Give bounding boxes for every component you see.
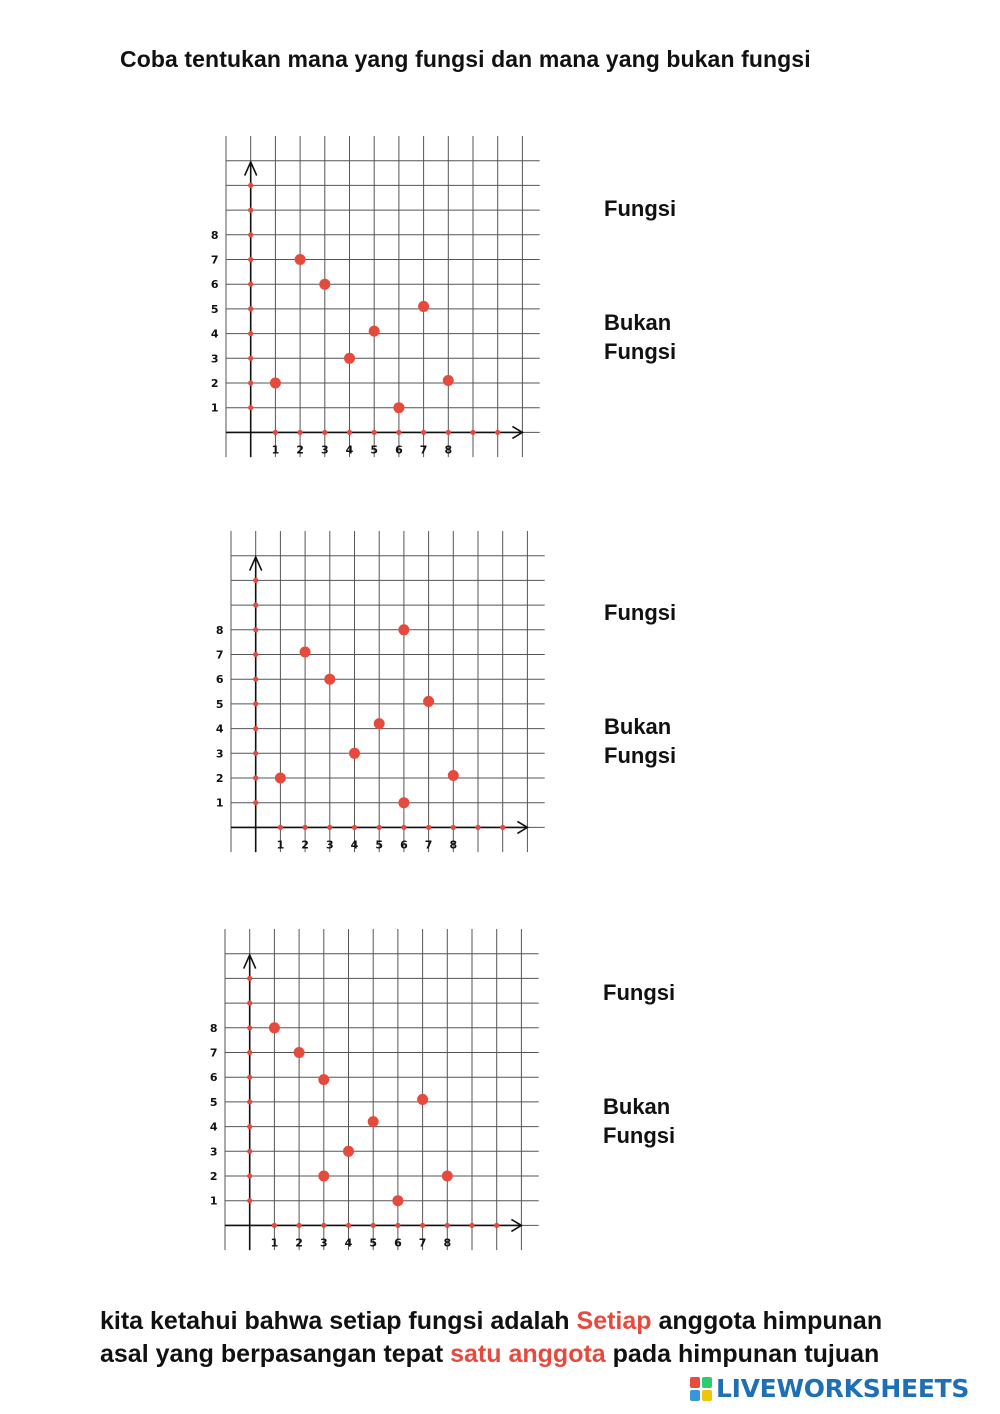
y-axis-tick-dot	[248, 306, 253, 311]
data-point	[443, 375, 454, 386]
data-point	[319, 279, 330, 290]
data-point	[398, 797, 409, 808]
y-tick-label: 5	[215, 697, 224, 711]
y-axis-tick-dot	[253, 800, 258, 805]
y-axis-tick-dot	[253, 775, 258, 780]
y-axis-tick-dot	[247, 1001, 252, 1006]
logo-square-1	[690, 1377, 700, 1388]
footer-text-1: kita ketahui bahwa setiap fungsi adalah	[100, 1307, 577, 1335]
data-point	[417, 1094, 428, 1105]
x-axis-tick-dot	[470, 430, 475, 435]
data-point	[393, 402, 404, 413]
y-axis-tick-dot	[248, 331, 253, 336]
option-bukan-fungsi-3[interactable]	[603, 1092, 675, 1150]
x-tick-label: 4	[345, 443, 354, 457]
data-point	[294, 1047, 305, 1058]
y-tick-label: 2	[215, 772, 224, 785]
x-axis-tick-dot	[372, 430, 377, 435]
x-tick-label: 2	[296, 443, 304, 457]
data-point	[442, 1171, 453, 1182]
data-point	[448, 770, 459, 781]
x-tick-label: 4	[350, 838, 359, 852]
footer-definition	[100, 1305, 920, 1371]
plot-1-svg	[196, 132, 546, 467]
logo-square-2	[702, 1377, 712, 1388]
x-tick-label: 5	[375, 838, 384, 852]
option-bukan-fungsi-3-word1: Bukan	[603, 1094, 671, 1119]
x-tick-label: 5	[369, 1236, 378, 1250]
y-axis-tick-dot	[247, 1099, 252, 1104]
x-tick-label: 2	[295, 1236, 303, 1250]
y-axis-tick-dot	[253, 627, 258, 632]
footer-text-3: pada himpunan tujuan	[605, 1340, 880, 1368]
y-axis-tick-dot	[248, 356, 253, 361]
x-tick-label: 5	[370, 443, 379, 457]
x-tick-label: 6	[394, 1236, 402, 1250]
data-point	[300, 647, 311, 658]
plot-3	[195, 925, 545, 1260]
logo-square-4	[702, 1390, 712, 1401]
y-axis-tick-dot	[247, 1075, 252, 1080]
x-tick-label: 3	[319, 1236, 328, 1250]
x-axis-tick-dot	[426, 825, 431, 830]
data-point	[392, 1195, 403, 1206]
y-axis-tick-dot	[247, 1198, 252, 1203]
x-tick-label: 7	[419, 443, 428, 457]
footer-highlight-satu-anggota: satu anggota	[450, 1340, 606, 1368]
x-axis-tick-dot	[321, 1223, 326, 1228]
x-tick-label: 1	[270, 1236, 279, 1250]
x-tick-label: 7	[418, 1236, 427, 1250]
x-axis-tick-dot	[420, 1223, 425, 1228]
x-tick-label: 8	[449, 838, 458, 852]
x-axis-tick-dot	[322, 430, 327, 435]
x-axis-tick-dot	[371, 1223, 376, 1228]
x-axis-tick-dot	[352, 825, 357, 830]
y-axis-tick-dot	[253, 677, 258, 682]
x-axis-tick-dot	[278, 825, 283, 830]
y-tick-label: 4	[215, 722, 224, 736]
y-tick-label: 4	[209, 1120, 218, 1134]
liveworksheets-logo-icon	[690, 1377, 712, 1401]
x-tick-label: 8	[443, 1236, 452, 1250]
data-point	[418, 301, 429, 312]
x-axis-tick-dot	[469, 1223, 474, 1228]
data-point	[324, 674, 335, 685]
x-tick-label: 1	[276, 838, 285, 852]
data-point	[368, 1116, 379, 1127]
y-axis-tick-dot	[253, 701, 258, 706]
y-tick-label: 1	[210, 401, 219, 415]
x-axis-tick-dot	[395, 1223, 400, 1228]
y-tick-label: 8	[209, 1021, 218, 1035]
x-axis-tick-dot	[401, 825, 406, 830]
option-bukan-fungsi-2-word2: Fungsi	[604, 743, 677, 768]
x-tick-label: 3	[320, 443, 329, 457]
y-axis-tick-dot	[253, 603, 258, 608]
x-tick-label: 3	[325, 838, 334, 852]
option-bukan-fungsi-2-word1: Bukan	[604, 714, 672, 739]
data-point	[344, 353, 355, 364]
y-axis-tick-dot	[253, 726, 258, 731]
y-tick-label: 1	[209, 1194, 218, 1208]
x-axis-tick-dot	[446, 430, 451, 435]
y-tick-label: 2	[209, 1170, 218, 1183]
y-axis-tick-dot	[247, 1050, 252, 1055]
x-axis-tick-dot	[298, 430, 303, 435]
option-bukan-fungsi-1-word1: Bukan	[604, 310, 672, 335]
page-title: Coba tentukan mana yang fungsi dan mana yang bukan fungsi	[120, 46, 811, 72]
y-axis-tick-dot	[253, 652, 258, 657]
liveworksheets-wordmark: LIVEWORKSHEETS	[716, 1374, 970, 1403]
y-tick-label: 5	[210, 302, 219, 316]
plot-2	[201, 527, 551, 862]
option-bukan-fungsi-3-word2: Fungsi	[603, 1123, 676, 1148]
plot-3-grid	[225, 929, 545, 1250]
y-tick-label: 5	[209, 1095, 218, 1109]
logo-square-3	[690, 1390, 700, 1401]
x-axis-tick-dot	[494, 1223, 499, 1228]
y-tick-label: 3	[209, 1145, 218, 1159]
data-point	[343, 1146, 354, 1157]
y-tick-label: 6	[210, 278, 219, 292]
x-axis-tick-dot	[451, 825, 456, 830]
x-axis-tick-dot	[396, 430, 401, 435]
y-axis-tick-dot	[253, 578, 258, 583]
x-axis-tick-dot	[475, 825, 480, 830]
y-axis-tick-dot	[247, 1149, 252, 1154]
x-tick-label: 7	[424, 838, 433, 852]
y-axis-tick-dot	[248, 257, 253, 262]
y-tick-label: 7	[209, 1046, 218, 1060]
plot-2-grid	[231, 531, 551, 852]
option-bukan-fungsi-2[interactable]	[604, 712, 676, 770]
x-axis-tick-dot	[346, 1223, 351, 1228]
data-point	[369, 326, 380, 337]
y-axis-tick-dot	[248, 232, 253, 237]
y-tick-label: 4	[210, 327, 219, 341]
option-fungsi-2[interactable]	[604, 598, 676, 627]
x-axis-tick-dot	[273, 430, 278, 435]
y-axis-tick-dot	[247, 1173, 252, 1178]
x-axis-tick-dot	[500, 825, 505, 830]
plot-1-grid	[226, 136, 546, 457]
x-axis-tick-dot	[297, 1223, 302, 1228]
option-fungsi-3-label: Fungsi	[603, 980, 676, 1005]
x-tick-label: 1	[271, 443, 280, 457]
option-bukan-fungsi-1-word2: Fungsi	[604, 339, 677, 364]
y-axis-tick-dot	[248, 183, 253, 188]
y-axis-tick-dot	[247, 1025, 252, 1030]
data-point	[318, 1171, 329, 1182]
y-tick-label: 8	[210, 228, 219, 242]
y-tick-label: 1	[215, 796, 224, 810]
x-axis-tick-dot	[445, 1223, 450, 1228]
x-axis-tick-dot	[303, 825, 308, 830]
x-axis-tick-dot	[327, 825, 332, 830]
x-axis-tick-dot	[495, 430, 500, 435]
x-axis-tick-dot	[377, 825, 382, 830]
y-axis-tick-dot	[247, 976, 252, 981]
x-axis-tick-dot	[272, 1223, 277, 1228]
data-point	[349, 748, 360, 759]
y-tick-label: 3	[215, 747, 224, 761]
option-fungsi-2-label: Fungsi	[604, 600, 677, 625]
footer-highlight-setiap: Setiap	[576, 1307, 652, 1335]
y-axis-tick-dot	[253, 751, 258, 756]
data-point	[270, 378, 281, 389]
y-axis-tick-dot	[248, 380, 253, 385]
data-point	[423, 696, 434, 707]
plot-2-svg	[201, 527, 551, 862]
liveworksheets-logo	[690, 1374, 969, 1403]
data-point	[275, 773, 286, 784]
option-fungsi-3[interactable]	[603, 978, 675, 1007]
x-tick-label: 4	[344, 1236, 353, 1250]
y-tick-label: 8	[215, 623, 224, 637]
y-tick-label: 2	[210, 377, 219, 390]
y-tick-label: 3	[210, 352, 219, 366]
x-tick-label: 2	[301, 838, 309, 852]
option-fungsi-1[interactable]	[604, 194, 676, 223]
data-point	[398, 624, 409, 635]
plot-3-svg	[195, 925, 545, 1260]
y-tick-label: 7	[215, 648, 224, 662]
data-point	[269, 1022, 280, 1033]
y-tick-label: 7	[210, 253, 219, 267]
x-axis-tick-dot	[347, 430, 352, 435]
y-axis-tick-dot	[248, 208, 253, 213]
y-tick-label: 6	[209, 1071, 218, 1085]
x-tick-label: 6	[395, 443, 403, 457]
y-axis-tick-dot	[247, 1124, 252, 1129]
y-axis-tick-dot	[248, 405, 253, 410]
option-fungsi-1-label: Fungsi	[604, 196, 677, 221]
y-tick-label: 6	[215, 673, 224, 687]
x-axis-tick-dot	[421, 430, 426, 435]
option-bukan-fungsi-1[interactable]	[604, 308, 676, 366]
data-point	[295, 254, 306, 265]
data-point	[374, 718, 385, 729]
footer-text-2: anggota himpunan asal yang berpasangan tepat	[100, 1307, 883, 1368]
x-tick-label: 8	[444, 443, 453, 457]
data-point	[318, 1074, 329, 1085]
y-axis-tick-dot	[248, 282, 253, 287]
x-tick-label: 6	[400, 838, 408, 852]
plot-1	[196, 132, 546, 467]
